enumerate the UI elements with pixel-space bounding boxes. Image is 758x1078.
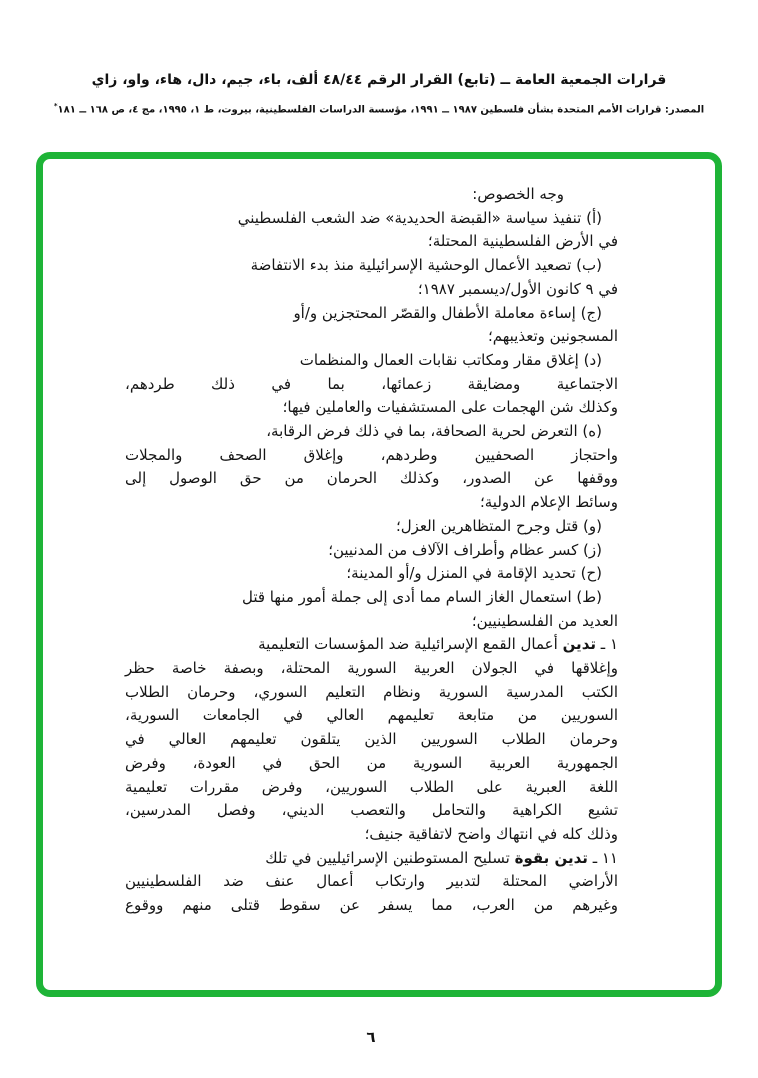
body-line: الاجتماعية ومضايقة زعمائها، بما في ذلك طردهم،	[125, 374, 618, 393]
body-line: (أ) تنفيذ سياسة «القبضة الحديدية» ضد الشعب الفلسطيني	[237, 208, 602, 227]
item-number: ١ ـ	[596, 635, 618, 654]
document-body	[125, 183, 618, 918]
footnote-marker: *	[53, 102, 58, 110]
body-line: (ب) تصعيد الأعمال الوحشية الإسرائيلية منذ بدء الانتفاضة	[250, 256, 602, 275]
body-line: وإغلاقها في الجولان العربية السورية المحتلة، وبصفة خاصة حظر	[125, 659, 618, 678]
body-line: المسجونين وتعذيبهم؛	[487, 327, 618, 346]
body-line: الجمهورية العربية السورية من الحق في العودة، وفرض	[125, 753, 618, 772]
item-number: ١١ ـ	[587, 848, 618, 867]
body-line: تشيع الكراهية والتحامل والتعصب الديني، وفصل المدرسين،	[125, 801, 618, 820]
body-line: الكتب المدرسية السورية ونظام التعليم السوري، وحرمان الطلاب	[125, 682, 618, 701]
body-line-numbered-1	[125, 633, 618, 657]
body-line: (ه) التعرض لحرية الصحافة، بما في ذلك فرض الرقابة،	[266, 422, 602, 441]
body-line: (ج) إساءة معاملة الأطفال والقصّر المحتجزين و/أو	[293, 303, 602, 322]
body-line: (و) قتل وجرح المتظاهرين العزل؛	[395, 516, 602, 535]
header-source-text: المصدر: قرارات الأمم المتحدة بشأن فلسطين ١٩٨٧ ــ ١٩٩١، مؤسسة الدراسات الفلسطينية، بيروت، ط ١، ١٩٩٥، مج ٤، ص ١٦٨ ــ ١٨١	[57, 104, 705, 116]
page-number: ٦	[366, 1028, 376, 1046]
body-line: (ح) تحديد الإقامة في المنزل و/أو المدينة؛	[346, 564, 602, 583]
body-line: ووقفها عن الصدور، وكذلك الحرمان من حق الوصول إلى	[125, 469, 618, 488]
body-line: وذلك كله في انتهاك واضح لاتفاقية جنيف؛	[364, 824, 618, 843]
body-line: وكذلك شن الهجمات على المستشفيات والعاملين فيها؛	[282, 398, 618, 417]
body-line: وجه الخصوص:	[472, 185, 564, 203]
body-line: وغيرهم من العرب، مما يسفر عن سقوط قتلى منهم ووقوع	[125, 896, 618, 915]
operative-verb-bold: تدين بقوة	[514, 848, 588, 867]
body-line: وسائط الإعلام الدولية؛	[479, 493, 618, 512]
body-line: العديد من الفلسطينيين؛	[471, 611, 618, 630]
body-line: السوريين من متابعة تعليمهم العالي في الجامعات السورية،	[125, 706, 618, 725]
line-text: تسليح المستوطنين الإسرائيليين في تلك	[265, 848, 515, 867]
body-line: في الأرض الفلسطينية المحتلة؛	[427, 232, 618, 251]
body-line-numbered-11	[125, 847, 618, 871]
operative-verb-bold: تدين	[562, 635, 596, 654]
header-source	[0, 102, 758, 115]
body-line: اللغة العبرية على الطلاب السوريين، وفرض مقررات تعليمية	[125, 777, 618, 796]
line-text: أعمال القمع الإسرائيلية ضد المؤسسات التعليمية	[258, 635, 563, 654]
body-line: (د) إغلاق مقار ومكاتب نقابات العمال والمنظمات	[299, 350, 602, 369]
body-line: (ز) كسر عظام وأطراف الآلاف من المدنيين؛	[328, 540, 602, 559]
body-line: وحرمان الطلاب السوريين الذين يتلقون تعليمهم العالي في	[125, 730, 618, 749]
body-line: (ط) استعمال الغاز السام مما أدى إلى جملة أمور منها قتل	[241, 587, 602, 606]
body-line: الأراضي المحتلة لتدبير وارتكاب أعمال عنف ضد الفلسطينيين	[125, 872, 618, 891]
body-line: واحتجاز الصحفيين وطردهم، وإغلاق الصحف والمجلات	[125, 445, 618, 464]
header-title: قرارات الجمعية العامة ــ (تابع) القرار الرقم ٤٨/٤٤ ألف، باء، جيم، دال، هاء، واو، زاي	[91, 72, 667, 88]
body-line: في ٩ كانون الأول/ديسمبر ١٩٨٧؛	[417, 279, 618, 298]
